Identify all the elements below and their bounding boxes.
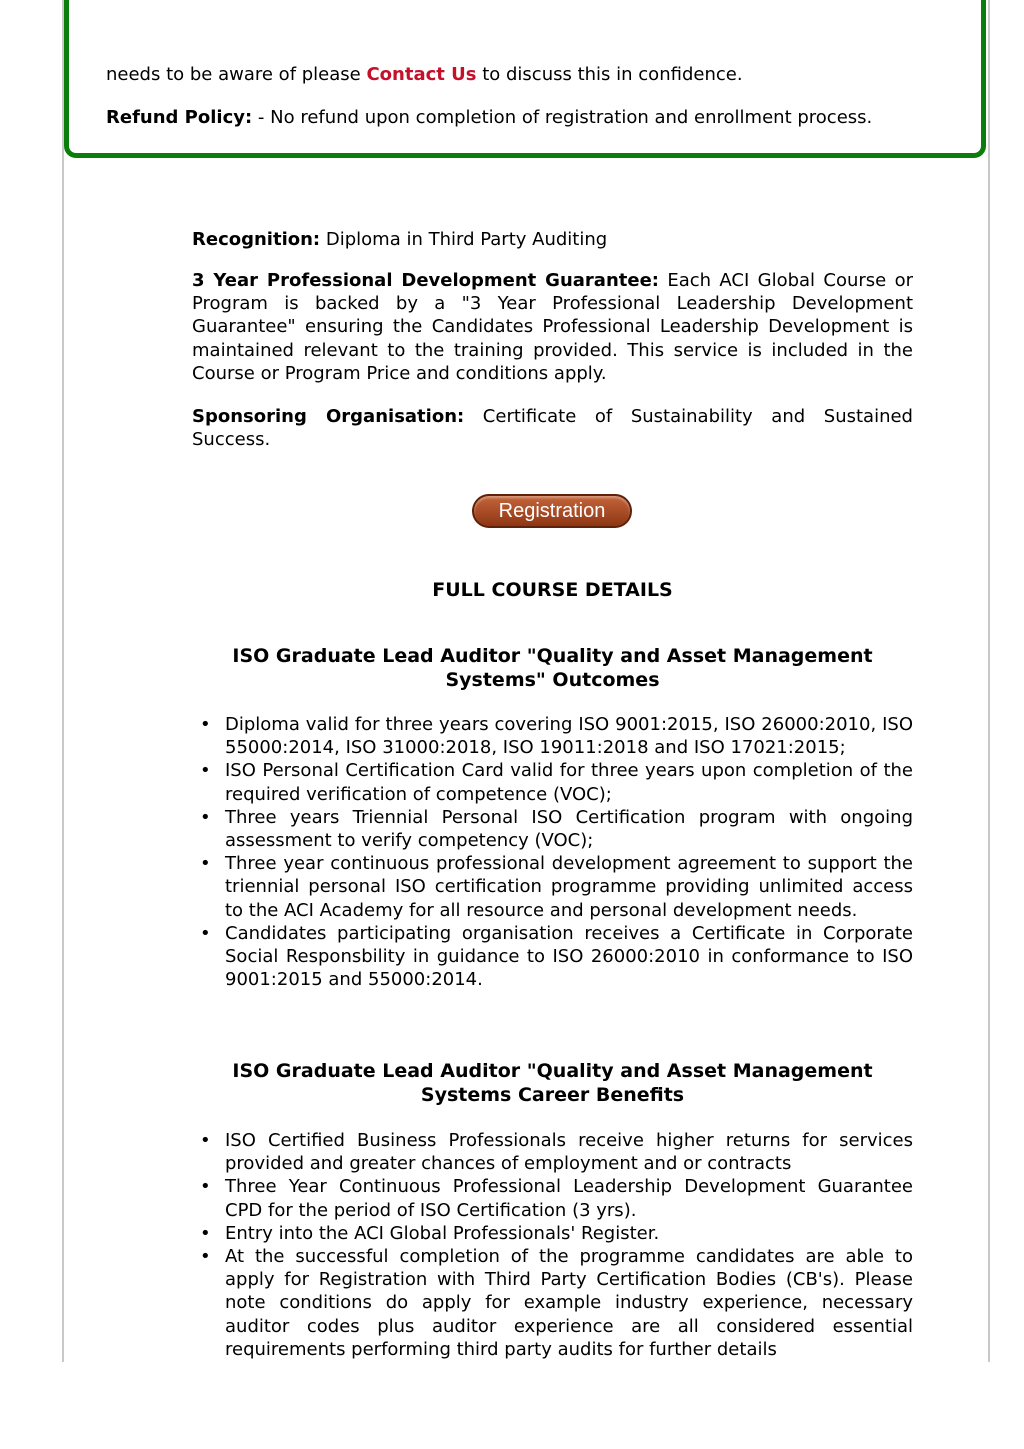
- confidentiality-text-before: needs to be aware of please: [106, 64, 367, 85]
- page-frame-right: [988, 0, 990, 1362]
- bullet-icon: •: [200, 1130, 211, 1151]
- confidentiality-text: [106, 63, 946, 86]
- list-item-text: Diploma valid for three years covering ISO 9001:2015, ISO 26000:2010, ISO 55000:2014, ISO 31000:2018, ISO 19011:2018 and ISO 17021:2015;: [225, 714, 913, 759]
- bullet-icon: •: [200, 1176, 211, 1198]
- registration-button[interactable]: Registration: [472, 494, 632, 528]
- list-item-text: Entry into the ACI Global Professionals' Register.: [225, 1222, 660, 1244]
- list-item-text: Candidates participating organisation receives a Certificate in Corporate Social Responsbility in guidance to ISO 26000:2010 in conformance to ISO 9001:2015 and 55000:2014.: [225, 922, 913, 991]
- guarantee-section: [192, 269, 913, 385]
- list-item: [192, 713, 913, 759]
- list-item: [192, 922, 913, 992]
- sponsoring-text: Certificate of Sustainability and Sustained Success.: [192, 406, 913, 451]
- list-item-text: ISO Certified Business Professionals receive higher returns for services provided and greater chances of employment and or contracts: [225, 1130, 913, 1175]
- full-course-details-heading: FULL COURSE DETAILS: [432, 579, 673, 601]
- bullet-icon: •: [200, 1246, 211, 1268]
- list-item-text: Three Year Continuous Professional Leadership Development Guarantee CPD for the period of ISO Certification (3 yrs).: [225, 1176, 913, 1221]
- sponsoring-label: Sponsoring Organisation:: [192, 406, 465, 427]
- list-item: [192, 759, 913, 805]
- career-benefits-list: [192, 1129, 913, 1361]
- bullet-icon: •: [200, 760, 211, 782]
- sponsoring-section: [192, 405, 913, 451]
- bullet-icon: •: [200, 922, 211, 944]
- confidentiality-text-after: to discuss this in confidence.: [476, 64, 743, 85]
- recognition-section: [192, 228, 913, 251]
- bullet-icon: •: [200, 1222, 211, 1244]
- page-frame-left: [62, 0, 64, 1362]
- list-item: [192, 1129, 913, 1175]
- list-item: [192, 1245, 913, 1361]
- list-item-text: At the successful completion of the programme candidates are able to apply for Registration with Third Party Certification Bodies (CB's). Please note conditions do apply for example industry experience, necessary auditor codes plus auditor experience are all considered essential requirements performing third party audits for further details: [225, 1246, 913, 1360]
- refund-policy-label: Refund Policy:: [106, 107, 253, 128]
- guarantee-label: 3 Year Professional Development Guarantee:: [192, 270, 659, 291]
- list-item: [192, 806, 913, 852]
- recognition-label: Recognition:: [192, 229, 321, 250]
- list-item-text: Three year continuous professional development agreement to support the triennial personal ISO certification programme providing unlimited access to the ACI Academy for all resource and personal development needs.: [225, 853, 913, 921]
- bullet-icon: •: [200, 806, 211, 828]
- career-benefits-heading: ISO Graduate Lead Auditor "Quality and Asset Management Systems Career Benefits: [232, 1060, 873, 1106]
- guarantee-text: Each ACI Global Course or Program is backed by a "3 Year Professional Leadership Development Guarantee" ensuring the Candidates Professional Leadership Development is maintained relevant to the training provided. This service is included in the Course or Program Price and conditions apply.: [192, 270, 913, 384]
- list-item-text: ISO Personal Certification Card valid for three years upon completion of the required verification of competence (VOC);: [225, 760, 913, 805]
- contact-us-link[interactable]: Contact Us: [366, 64, 477, 85]
- bullet-icon: •: [200, 714, 211, 735]
- recognition-text: Diploma in Third Party Auditing: [320, 229, 608, 250]
- list-item: [192, 1222, 913, 1245]
- outcomes-list: [192, 713, 913, 991]
- refund-policy: [106, 106, 946, 129]
- outcomes-heading: ISO Graduate Lead Auditor "Quality and Asset Management Systems" Outcomes: [232, 645, 873, 691]
- list-item-text: Three years Triennial Personal ISO Certification program with ongoing assessment to verify competency (VOC);: [225, 806, 913, 852]
- info-box: [64, 0, 986, 158]
- list-item: [192, 852, 913, 922]
- bullet-icon: •: [200, 853, 211, 875]
- refund-policy-text: - No refund upon completion of registration and enrollment process.: [252, 107, 873, 128]
- list-item: [192, 1175, 913, 1221]
